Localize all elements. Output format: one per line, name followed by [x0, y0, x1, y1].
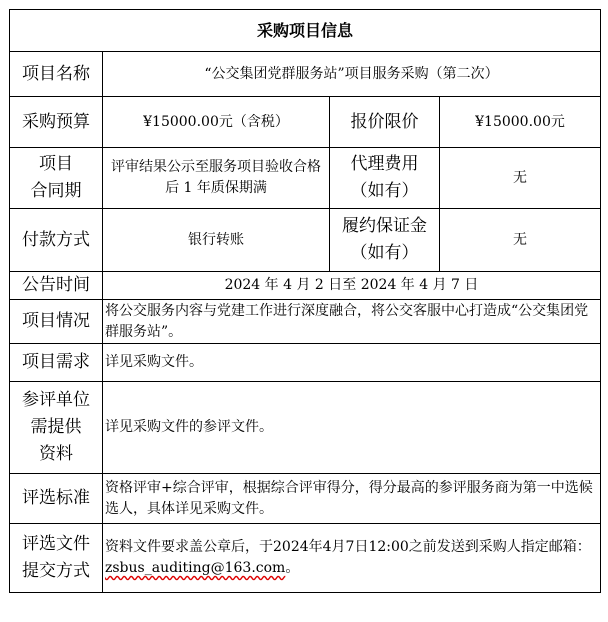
evaluation-criteria-value: 资格评审+综合评审，根据综合评审得分，得分最高的参评服务商为第一中选候选人，具体详见采购文件。 — [103, 474, 601, 524]
budget-row — [10, 97, 601, 148]
payment-row — [10, 209, 601, 272]
table-title: 采购项目信息 — [10, 10, 601, 52]
required-documents-label-line-1: 参评单位 — [22, 390, 90, 410]
performance-bond-label-line-1: 履约保证金 — [342, 216, 427, 236]
required-documents-label — [10, 382, 103, 474]
contract-period-label-line-1: 项目 — [39, 154, 73, 174]
contract-period-row — [10, 148, 601, 209]
contract-period-value: 评审结果公示至服务项目验收合格后 1 年质保期满 — [103, 148, 330, 209]
title-row — [10, 10, 601, 52]
evaluation-criteria-label: 评选标准 — [10, 474, 103, 524]
project-demand-row — [10, 344, 601, 382]
required-documents-value: 详见采购文件的参评文件。 — [103, 382, 601, 474]
agency-fee-label — [330, 148, 440, 209]
submission-email: zsbus_auditing@163.com — [105, 560, 286, 576]
budget-label: 采购预算 — [10, 97, 103, 148]
submission-method-label-line-2: 提交方式 — [22, 561, 90, 581]
agency-fee-label-line-2: （如有） — [350, 181, 419, 201]
notice-time-value: 2024 年 4 月 2 日至 2024 年 4 月 7 日 — [103, 272, 601, 300]
contract-period-label-line-2: 合同期 — [30, 181, 82, 201]
performance-bond-label — [330, 209, 440, 272]
project-situation-value: 将公交服务内容与党建工作进行深度融合，将公交客服中心打造成“公交集团党群服务站”。 — [103, 300, 601, 344]
notice-time-label: 公告时间 — [10, 272, 103, 300]
project-demand-label: 项目需求 — [10, 344, 103, 382]
project-situation-label: 项目情况 — [10, 300, 103, 344]
price-limit-label: 报价限价 — [330, 97, 440, 148]
required-documents-row — [10, 382, 601, 474]
project-demand-value: 详见采购文件。 — [103, 344, 601, 382]
project-name-value: “公交集团党群服务站”项目服务采购（第二次） — [103, 52, 601, 97]
performance-bond-value: 无 — [440, 209, 601, 272]
project-situation-row — [10, 300, 601, 344]
agency-fee-label-line-1: 代理费用 — [350, 154, 419, 174]
procurement-info-table — [9, 9, 601, 593]
evaluation-criteria-row — [10, 474, 601, 524]
payment-method-label: 付款方式 — [10, 209, 103, 272]
performance-bond-label-line-2: （如有） — [350, 243, 419, 263]
submission-method-label-line-1: 评选文件 — [22, 534, 90, 554]
required-documents-label-line-2: 需提供 — [30, 417, 82, 437]
submission-method-label — [10, 524, 103, 593]
contract-period-label — [10, 148, 103, 209]
required-documents-label-line-3: 资料 — [39, 444, 73, 464]
submission-method-text: 资料文件要求盖公章后，于2024年4月7日12:00之前发送到采购人指定邮箱： — [105, 539, 591, 555]
notice-time-row — [10, 272, 601, 300]
project-name-row — [10, 52, 601, 97]
price-limit-value: ¥15000.00元 — [440, 97, 601, 148]
agency-fee-value: 无 — [440, 148, 601, 209]
submission-method-suffix: 。 — [285, 560, 300, 576]
submission-method-value — [103, 524, 601, 593]
project-name-label: 项目名称 — [10, 52, 103, 97]
submission-method-row — [10, 524, 601, 593]
procurement-info-document — [9, 9, 600, 614]
payment-method-value: 银行转账 — [103, 209, 330, 272]
budget-value: ¥15000.00元（含税） — [103, 97, 330, 148]
